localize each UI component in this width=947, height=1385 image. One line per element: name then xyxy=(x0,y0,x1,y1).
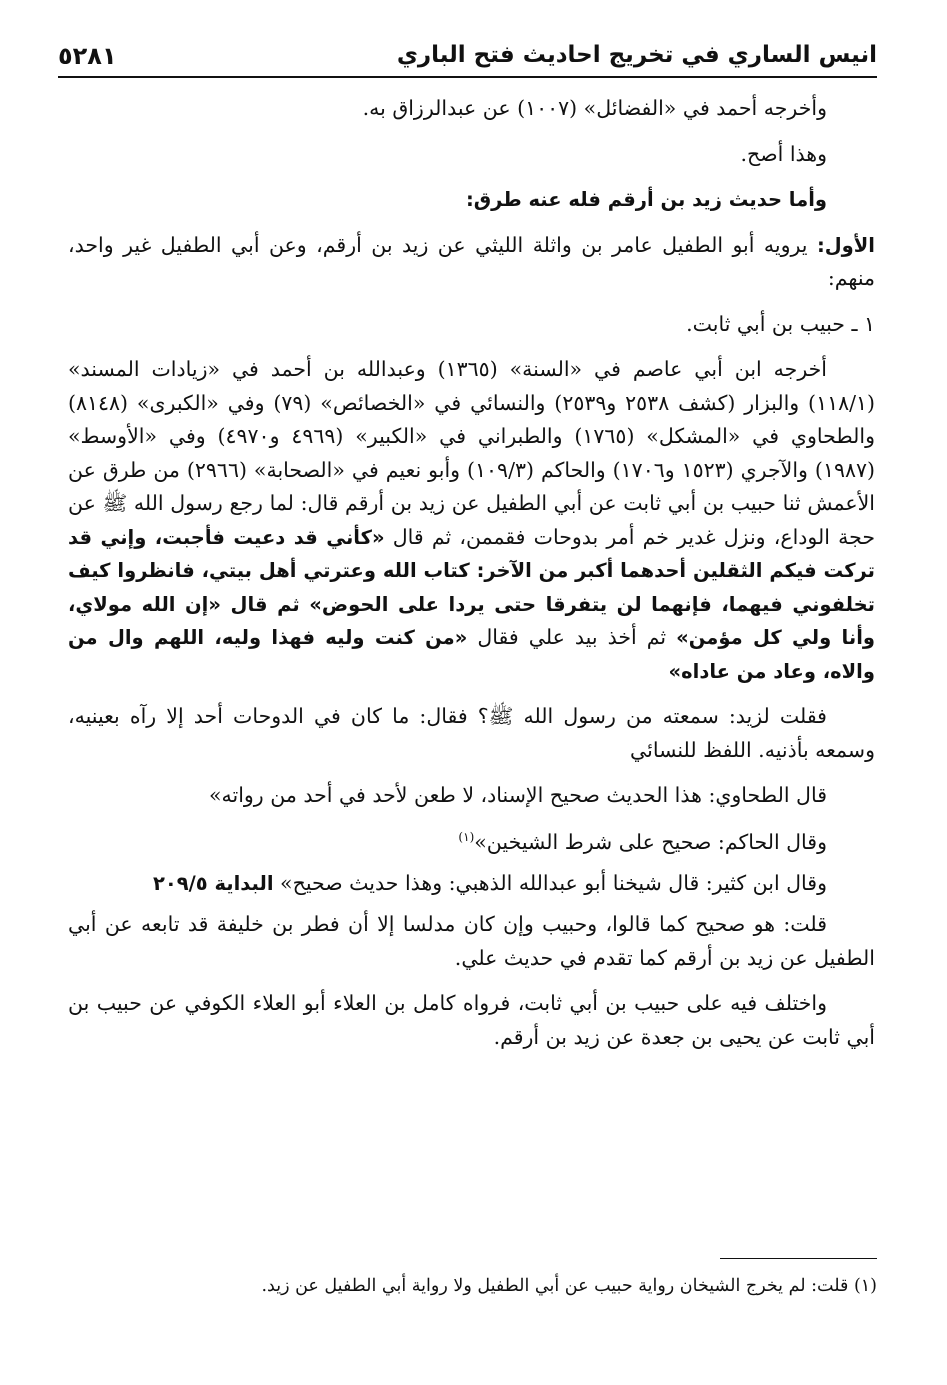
running-title: انيس الساري في تخريج احاديث فتح الباري xyxy=(396,42,877,68)
page-header xyxy=(58,40,877,76)
hadith-text-1: «كأني قد دعيت فأجبت، وإني قد تركت فيكم الثقلين أحدهما أكبر من الآخر: كتاب الله وعترتي أهل بيتي، فانظروا كيف تخلفوني فيهما، فإنهما لن يتفرقا حتى يردا على الحوض» ثم قال «إن الله مولاي، وأنا ولي كل مؤمن» xyxy=(68,525,875,649)
takhrij-mid: ثم أخذ بيد علي فقال xyxy=(467,625,677,649)
list-item-1: ١ ـ حبيب بن أبي ثابت. xyxy=(686,311,875,336)
bidaya-ref: البداية ٢٠٩/٥ xyxy=(152,871,274,895)
paragraph-hakim xyxy=(68,821,875,859)
hadith-text-2: «من كنت وليه فهذا وليه، اللهم وال من والاه، وعاد من عاداه» xyxy=(68,626,875,683)
takhrij-text: أخرجه ابن أبي عاصم في «السنة» (١٣٦٥) وعبدالله بن أحمد في «زيادات المسند» (١١٨/١) والبزار (كشف ٢٥٣٨ و٢٥٣٩) والنسائي في «الخصائص» (٧٩) وفي «الكبرى» (٨١٤٨) والطحاوي في «المشكل» (١٧٦٥) والطبراني في «الكبير» (٤٩٦٩ و٤٩٧٠) وفي «الأوسط» (١٩٨٧) والآجري (١٥٢٣ و١٧٠٦) والحاكم (١٠٩/٣) وأبو نعيم في «الصحابة» (٢٩٦٦) من طرق عن الأعمش ثنا حبيب بن أبي ثابت عن أبي الطفيل عن زيد بن أرقم قال: لما رجع رسول الله ﷺ عن حجة الوداع، ونزل غدير خم أمر بدوحات فقممن، ثم قال xyxy=(68,357,876,549)
ibn-kathir-text: وقال ابن كثير: قال شيخنا أبو عبدالله الذهبي: وهذا حديث صحيح» xyxy=(273,870,827,895)
page-number: ٥٢٨١ xyxy=(58,42,117,70)
footnote-text: قلت: لم يخرج الشيخان رواية حبيب عن أبي الطفيل ولا رواية أبي الطفيل عن زيد. xyxy=(261,1276,854,1296)
footnote xyxy=(68,1272,877,1300)
footnote-rule xyxy=(720,1258,877,1259)
paragraph-takhrij xyxy=(68,353,875,688)
paragraph-ikhtalaf: واختلف فيه على حبيب بن أبي ثابت، فرواه كامل بن العلاء أبو العلاء الكوفي عن حبيب بن أبي ثابت عن يحيى بن جعدة عن زيد بن أرقم. xyxy=(68,991,875,1049)
paragraph-1: وأخرجه أحمد في «الفضائل» (١٠٠٧) عن عبدالرزاق به. xyxy=(362,96,827,120)
section-heading: وأما حديث زيد بن أرقم فله عنه طرق: xyxy=(465,188,827,211)
main-text xyxy=(68,92,875,1054)
header-rule xyxy=(58,76,877,78)
paragraph-tahawi: قال الطحاوي: هذا الحديث صحيح الإسناد، لا طعن لأحد في أحد من رواته» xyxy=(208,783,827,807)
footnote-marker: (١) xyxy=(853,1276,877,1296)
hakim-text: وقال الحاكم: صحيح على شرط الشيخين» xyxy=(474,829,827,854)
footnote-ref: (١) xyxy=(458,829,475,844)
paragraph-2: وهذا أصح. xyxy=(740,141,827,166)
first-text: يرويه أبو الطفيل عامر بن واثلة الليثي عن زيد بن أرقم، وعن أبي الطفيل غير واحد، منهم: xyxy=(68,232,875,290)
paragraph-ibn-kathir xyxy=(68,867,875,901)
paragraph-zaid: فقلت لزيد: سمعته من رسول الله ﷺ؟ فقال: ما كان في الدوحات أحد إلا رآه بعينيه، وسمعه بأذنيه. اللفظ للنسائي xyxy=(68,704,875,762)
paragraph-first-route xyxy=(68,229,875,296)
first-label: الأول: xyxy=(816,233,875,257)
paragraph-qultu: قلت: هو صحيح كما قالوا، وحبيب وإن كان مدلسا إلا أن فطر بن خليفة قد تابعه عن أبي الطفيل عن زيد بن أرقم كما تقدم في حديث علي. xyxy=(68,912,875,970)
